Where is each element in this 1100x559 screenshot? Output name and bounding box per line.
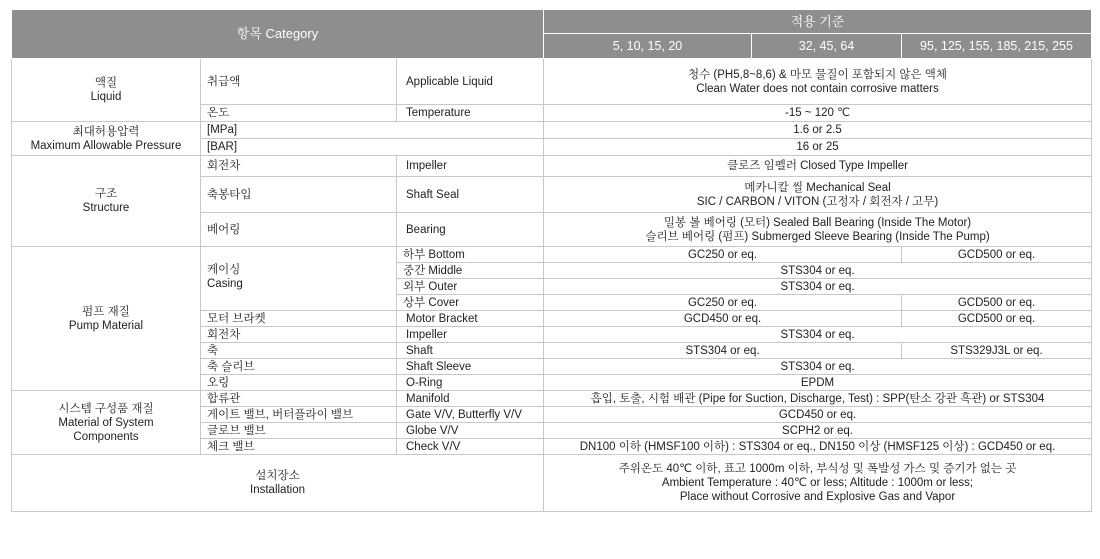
item-label-ko: 오링 bbox=[201, 375, 397, 391]
item-label-ko: 합류관 bbox=[201, 391, 397, 407]
item-label-ko: 회전차 bbox=[201, 156, 397, 177]
item-value: 흡입, 토출, 시험 배관 (Pipe for Suction, Discharge, Test) : SPP(탄소 강관 흑관) or STS304 bbox=[544, 391, 1092, 407]
item-label-ko: 베어링 bbox=[201, 213, 397, 247]
item-value: GCD500 or eq. bbox=[902, 311, 1092, 327]
item-label-en: Impeller bbox=[397, 156, 544, 177]
casing-part-label: 상부 Cover bbox=[397, 295, 544, 311]
table-row bbox=[12, 156, 1092, 177]
group-label-ko: 시스템 구성품 재질 bbox=[58, 402, 154, 415]
group-label-en: Maximum Allowable Pressure bbox=[30, 139, 182, 152]
group-pressure bbox=[12, 122, 201, 156]
casing-part-label: 중간 Middle bbox=[397, 263, 544, 279]
group-system-material bbox=[12, 391, 201, 455]
group-label-en: Installation bbox=[250, 484, 305, 496]
item-value: GC250 or eq. bbox=[544, 295, 902, 311]
table-row bbox=[12, 122, 1092, 139]
group-pump-material bbox=[12, 247, 201, 391]
casing-label: 케이싱 Casing bbox=[201, 247, 397, 311]
item-value: SCPH2 or eq. bbox=[544, 423, 1092, 439]
table-row bbox=[12, 59, 1092, 105]
table-row bbox=[12, 391, 1092, 407]
item-label-ko: 글로브 밸브 bbox=[201, 423, 397, 439]
group-label-ko: 펌프 재질 bbox=[82, 305, 130, 318]
item-value: GC250 or eq. bbox=[544, 247, 902, 263]
item-label-en: O-Ring bbox=[397, 375, 544, 391]
group-label-en: Material of System bbox=[58, 416, 154, 429]
item-label-ko: 체크 밸브 bbox=[201, 439, 397, 455]
header-row-1 bbox=[12, 10, 1092, 34]
table-row bbox=[12, 455, 1092, 512]
item-label-ko: 취급액 bbox=[201, 59, 397, 105]
model-header: 5, 10, 15, 20 bbox=[544, 34, 752, 59]
item-label-en: Shaft Seal bbox=[397, 177, 544, 213]
group-label-en: Liquid bbox=[90, 91, 122, 103]
item-label-unit: [MPa] bbox=[201, 122, 544, 139]
group-label-ko: 설치장소 bbox=[255, 470, 300, 482]
item-value: 1.6 or 2.5 bbox=[544, 122, 1092, 139]
item-label-en: Motor Bracket bbox=[397, 311, 544, 327]
item-label-en: Globe V/V bbox=[397, 423, 544, 439]
standard-header: 적용 기준 bbox=[544, 10, 1092, 34]
item-value: DN100 이하 (HMSF100 이하) : STS304 or eq., DN150 이상 (HMSF125 이상) : GCD450 or eq. bbox=[544, 439, 1092, 455]
spec-table bbox=[11, 9, 1092, 512]
group-label-en: Pump Material bbox=[68, 319, 144, 332]
item-value: GCD450 or eq. bbox=[544, 311, 902, 327]
item-value: 밀봉 볼 베어링 (모터) Sealed Ball Bearing (Inside The Motor) 슬리브 베어링 (펌프) Submerged Sleeve Bearing (Inside The Pump) bbox=[544, 213, 1092, 247]
group-structure bbox=[12, 156, 201, 247]
item-label-en: Shaft Sleeve bbox=[397, 359, 544, 375]
item-label-ko: 게이트 밸브, 버터플라이 밸브 bbox=[201, 407, 397, 423]
category-header: 항목 Category bbox=[12, 10, 544, 59]
item-label-en: Temperature bbox=[397, 105, 544, 122]
item-value: 16 or 25 bbox=[544, 139, 1092, 156]
group-label-en: Structure bbox=[82, 202, 130, 214]
item-value: 메카니칼 씰 Mechanical Seal SIC / CARBON / VITON (고정자 / 회전자 / 고무) bbox=[544, 177, 1092, 213]
item-label-en: Impeller bbox=[397, 327, 544, 343]
item-value: STS304 or eq. bbox=[544, 279, 1092, 295]
item-value: STS304 or eq. bbox=[544, 343, 902, 359]
casing-part-label: 외부 Outer bbox=[397, 279, 544, 295]
item-value: GCD500 or eq. bbox=[902, 295, 1092, 311]
item-value: STS304 or eq. bbox=[544, 359, 1092, 375]
group-label-ko: 구조 bbox=[94, 188, 118, 200]
item-label-unit: [BAR] bbox=[201, 139, 544, 156]
item-value: EPDM bbox=[544, 375, 1092, 391]
item-label-ko: 축 슬리브 bbox=[201, 359, 397, 375]
group-label-ko: 액질 bbox=[94, 77, 118, 89]
group-label-ko: 최대허용압력 bbox=[72, 125, 140, 138]
item-label-ko: 회전차 bbox=[201, 327, 397, 343]
item-value: STS304 or eq. bbox=[544, 327, 1092, 343]
casing-part-label: 하부 Bottom bbox=[397, 247, 544, 263]
item-label-en: Gate V/V, Butterfly V/V bbox=[397, 407, 544, 423]
model-header: 95, 125, 155, 185, 215, 255 bbox=[902, 34, 1092, 59]
item-value: STS329J3L or eq. bbox=[902, 343, 1092, 359]
item-value: 클로즈 임펠러 Closed Type Impeller bbox=[544, 156, 1092, 177]
item-value: STS304 or eq. bbox=[544, 263, 1092, 279]
item-label-en: Bearing bbox=[397, 213, 544, 247]
item-label-en: Manifold bbox=[397, 391, 544, 407]
item-label-en: Check V/V bbox=[397, 439, 544, 455]
item-label-ko: 축봉타입 bbox=[201, 177, 397, 213]
table-row bbox=[12, 247, 1092, 263]
item-value: GCD450 or eq. bbox=[544, 407, 1092, 423]
item-label-ko: 모터 브라켓 bbox=[201, 311, 397, 327]
item-value: -15 ~ 120 ℃ bbox=[544, 105, 1092, 122]
group-installation bbox=[12, 455, 544, 512]
item-value: GCD500 or eq. bbox=[902, 247, 1092, 263]
group-liquid bbox=[12, 59, 201, 122]
item-label-ko: 축 bbox=[201, 343, 397, 359]
item-label-en: Shaft bbox=[397, 343, 544, 359]
item-label-en: Applicable Liquid bbox=[397, 59, 544, 105]
item-label-ko: 온도 bbox=[201, 105, 397, 122]
item-value: 청수 (PH5,8~8,6) & 마모 물질이 포함되지 않은 액체 Clean Water does not contain corrosive matters bbox=[544, 59, 1092, 105]
item-value: 주위온도 40℃ 이하, 표고 1000m 이하, 부식성 및 폭발성 가스 및 증기가 없는 곳 Ambient Temperature : 40℃ or less; Altitude : 1000m or less; Place without Corrosive and Explosive Gas and Vapor bbox=[544, 455, 1092, 512]
group-label-en: Components bbox=[73, 430, 139, 443]
model-header: 32, 45, 64 bbox=[752, 34, 902, 59]
